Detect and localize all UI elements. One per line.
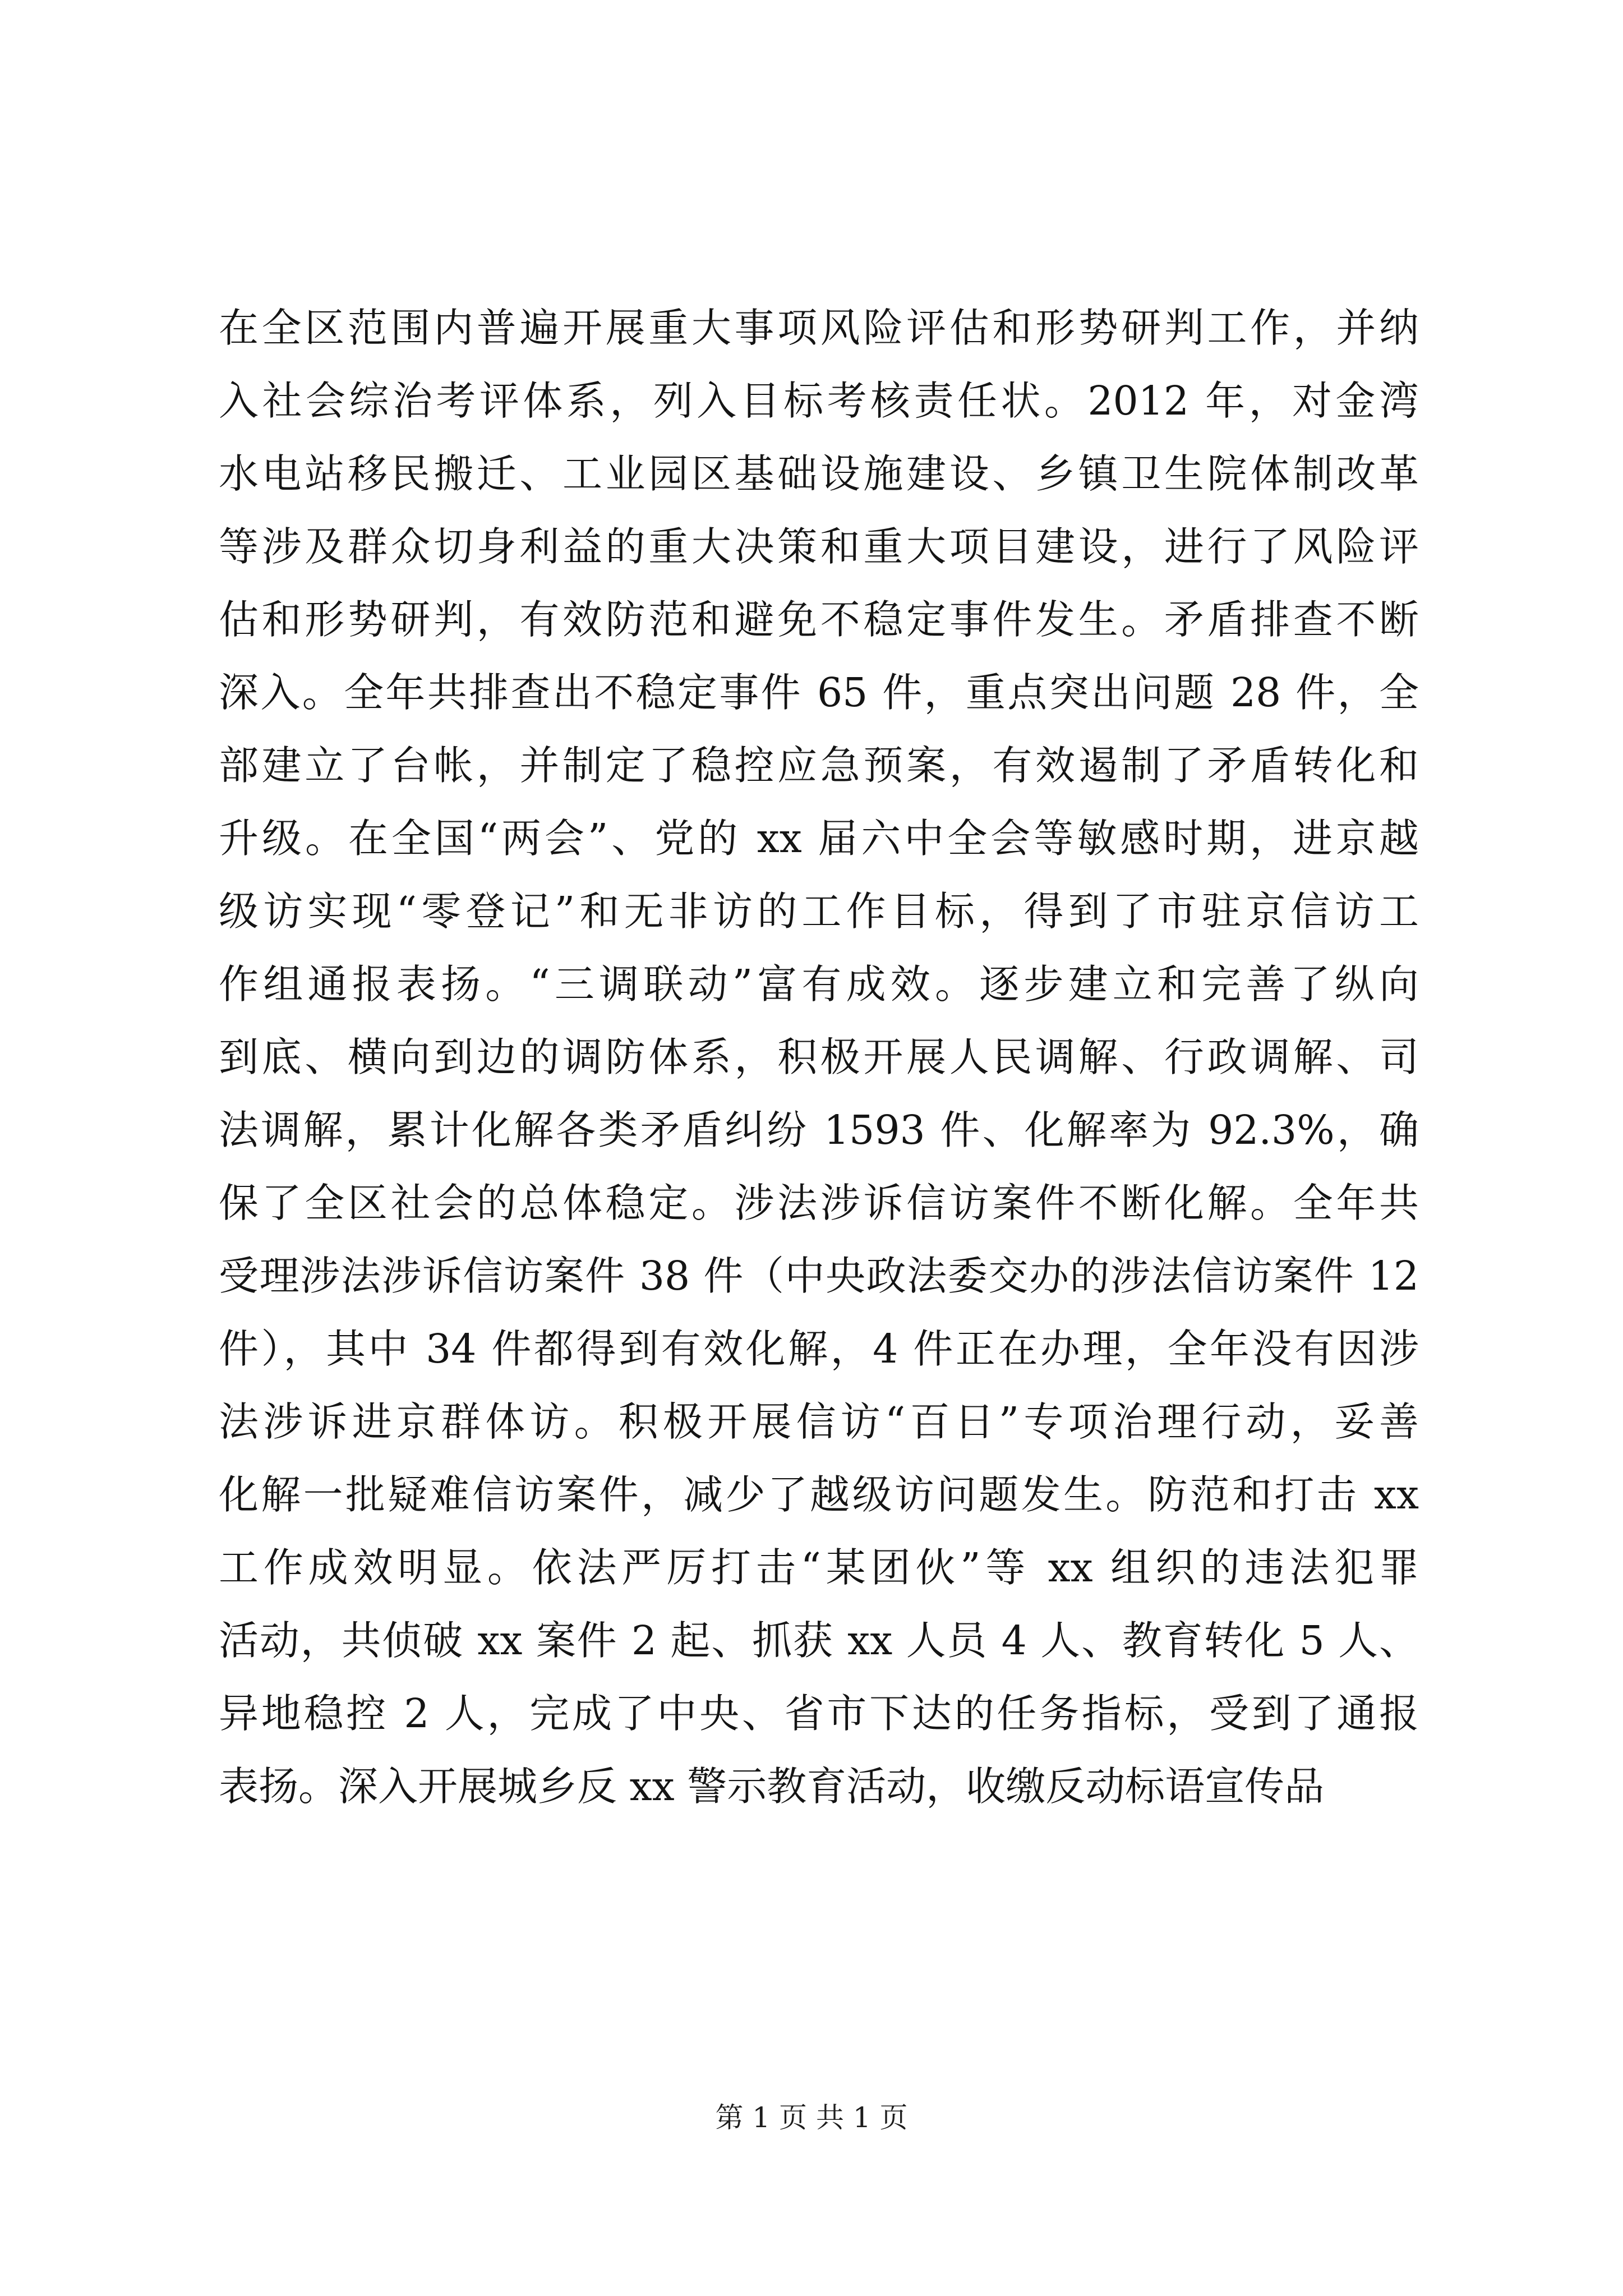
body-paragraph — [219, 292, 1419, 1823]
text-line: 表扬。深入开展城乡反 xx 警示教育活动，收缴反动标语宣传品 — [219, 1763, 1325, 1810]
page-footer — [0, 2098, 1623, 2137]
text-line: 化解一批疑难信访案件，减少了越级访问题发生。防范和打击 xx — [219, 1471, 1419, 1518]
text-line: 水电站移民搬迁、工业园区基础设施建设、乡镇卫生院体制改革 — [219, 450, 1419, 497]
text-line: 估和形势研判，有效防范和避免不稳定事件发生。矛盾排查不断 — [219, 596, 1419, 643]
text-line: 保了全区社会的总体稳定。涉法涉诉信访案件不断化解。全年共 — [219, 1180, 1419, 1226]
page-number-label: 第 1 页 共 1 页 — [715, 2101, 908, 2134]
text-line: 到底、横向到边的调防体系，积极开展人民调解、行政调解、司 — [219, 1034, 1419, 1080]
text-line: 深入。全年共排查出不稳定事件 65 件，重点突出问题 28 件，全 — [219, 669, 1419, 716]
text-line: 部建立了台帐，并制定了稳控应急预案，有效遏制了矛盾转化和 — [219, 742, 1419, 789]
text-line: 法涉诉进京群体访。积极开展信访“百日”专项治理行动，妥善 — [219, 1398, 1419, 1445]
text-line: 入社会综治考评体系，列入目标考核责任状。2012 年，对金湾 — [219, 378, 1419, 424]
text-line: 法调解，累计化解各类矛盾纠纷 1593 件、化解率为 92.3%，确 — [219, 1107, 1419, 1153]
text-line: 工作成效明显。依法严厉打击“某团伙”等 xx 组织的违法犯罪 — [219, 1544, 1419, 1591]
text-line: 活动，共侦破 xx 案件 2 起、抓获 xx 人员 4 人、教育转化 5 人、 — [219, 1617, 1419, 1664]
text-line: 在全区范围内普遍开展重大事项风险评估和形势研判工作，并纳 — [219, 305, 1419, 351]
text-line: 作组通报表扬。“三调联动”富有成效。逐步建立和完善了纵向 — [219, 961, 1419, 1007]
text-line: 升级。在全国“两会”、党的 xx 届六中全会等敏感时期，进京越 — [219, 815, 1419, 862]
text-line: 等涉及群众切身利益的重大决策和重大项目建设，进行了风险评 — [219, 523, 1419, 570]
text-line: 异地稳控 2 人，完成了中央、省市下达的任务指标，受到了通报 — [219, 1690, 1419, 1737]
text-line: 受理涉法涉诉信访案件 38 件（中央政法委交办的涉法信访案件 12 — [219, 1253, 1419, 1299]
text-line: 级访实现“零登记”和无非访的工作目标，得到了市驻京信访工 — [219, 888, 1419, 935]
text-line: 件），其中 34 件都得到有效化解，4 件正在办理，全年没有因涉 — [219, 1326, 1419, 1372]
